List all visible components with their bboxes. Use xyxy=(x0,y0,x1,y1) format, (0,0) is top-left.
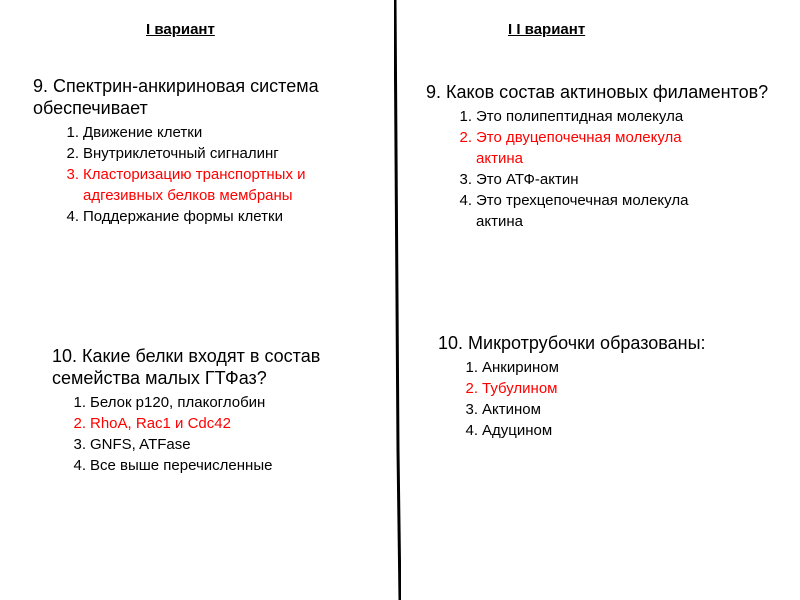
option-text: Это АТФ-актин xyxy=(476,171,579,188)
option-text: Все выше перечисленные xyxy=(90,457,273,474)
answer-option xyxy=(432,399,778,420)
option-text: Это полипептидная молекула xyxy=(476,108,684,125)
answer-option-correct xyxy=(33,164,378,206)
question-text: 10. Микротрубочки образованы: xyxy=(438,333,706,353)
option-text: Движение клетки xyxy=(83,124,203,141)
option-number: 4. xyxy=(73,457,86,474)
option-number: 4. xyxy=(459,192,472,209)
option-number: 4. xyxy=(66,208,79,225)
answer-option-correct xyxy=(432,378,778,399)
option-text: Актином xyxy=(482,401,541,418)
variant-2-heading: I I вариант xyxy=(508,21,586,38)
option-number: 3. xyxy=(465,401,478,418)
option-text: Это двуцепочечная молекула xyxy=(476,129,682,146)
answer-list xyxy=(426,106,776,232)
option-number: 2. xyxy=(465,380,478,397)
option-number: 1. xyxy=(465,359,478,376)
option-number: 1. xyxy=(73,394,86,411)
option-number: 1. xyxy=(459,108,472,125)
option-number: 2. xyxy=(459,129,472,146)
option-number: 3. xyxy=(66,166,79,183)
answer-option xyxy=(52,392,382,413)
answer-option xyxy=(33,206,378,227)
option-text: Анкирином xyxy=(482,359,559,376)
option-text: RhoA, Rac1 и Cdc42 xyxy=(90,415,231,432)
option-text: Внутриклеточный сигналинг xyxy=(83,145,279,162)
option-text: Белок p120, плакоглобин xyxy=(90,394,266,411)
answer-list xyxy=(33,122,378,227)
answer-option xyxy=(33,143,378,164)
option-number: 1. xyxy=(66,124,79,141)
option-number: 2. xyxy=(66,145,79,162)
column-divider xyxy=(394,0,401,600)
answer-option xyxy=(33,122,378,143)
answer-option xyxy=(432,357,778,378)
variant-1-heading: I вариант xyxy=(146,21,215,38)
option-text: Кластоpизацию транспортных и xyxy=(83,166,306,183)
answer-option xyxy=(432,420,778,441)
option-text: Поддержание формы клетки xyxy=(83,208,283,225)
option-text: актина xyxy=(476,150,523,167)
answer-option xyxy=(426,169,776,190)
question-text: 10. Какие белки входят в состав семейства малых ГТФаз? xyxy=(52,346,321,388)
answer-option-correct xyxy=(52,413,382,434)
option-number: 2. xyxy=(73,415,86,432)
option-text: актина xyxy=(476,213,523,230)
option-number: 4. xyxy=(465,422,478,439)
option-text: Это трехцепочечная молекула xyxy=(476,192,689,209)
option-number: 3. xyxy=(73,436,86,453)
answer-list xyxy=(52,392,382,476)
answer-list xyxy=(432,357,778,441)
answer-option xyxy=(52,455,382,476)
option-number: 3. xyxy=(459,171,472,188)
option-text: Адуцином xyxy=(482,422,553,439)
option-text: адгезивных белков мембраны xyxy=(83,187,293,204)
answer-option-correct xyxy=(426,127,776,169)
question-text: 9. Спектрин-анкириновая система обеспечивает xyxy=(33,76,319,118)
variant-1-question-10 xyxy=(52,345,382,476)
option-text: GNFS, ATFase xyxy=(90,436,191,453)
option-text: Тубулином xyxy=(482,380,558,397)
answer-option xyxy=(52,434,382,455)
variant-2-question-9 xyxy=(426,81,776,232)
answer-option xyxy=(426,190,776,232)
answer-option xyxy=(426,106,776,127)
question-text: 9. Каков состав актиновых филаментов? xyxy=(426,82,769,102)
variant-2-question-10 xyxy=(438,332,778,441)
variant-1-question-9 xyxy=(33,75,378,227)
